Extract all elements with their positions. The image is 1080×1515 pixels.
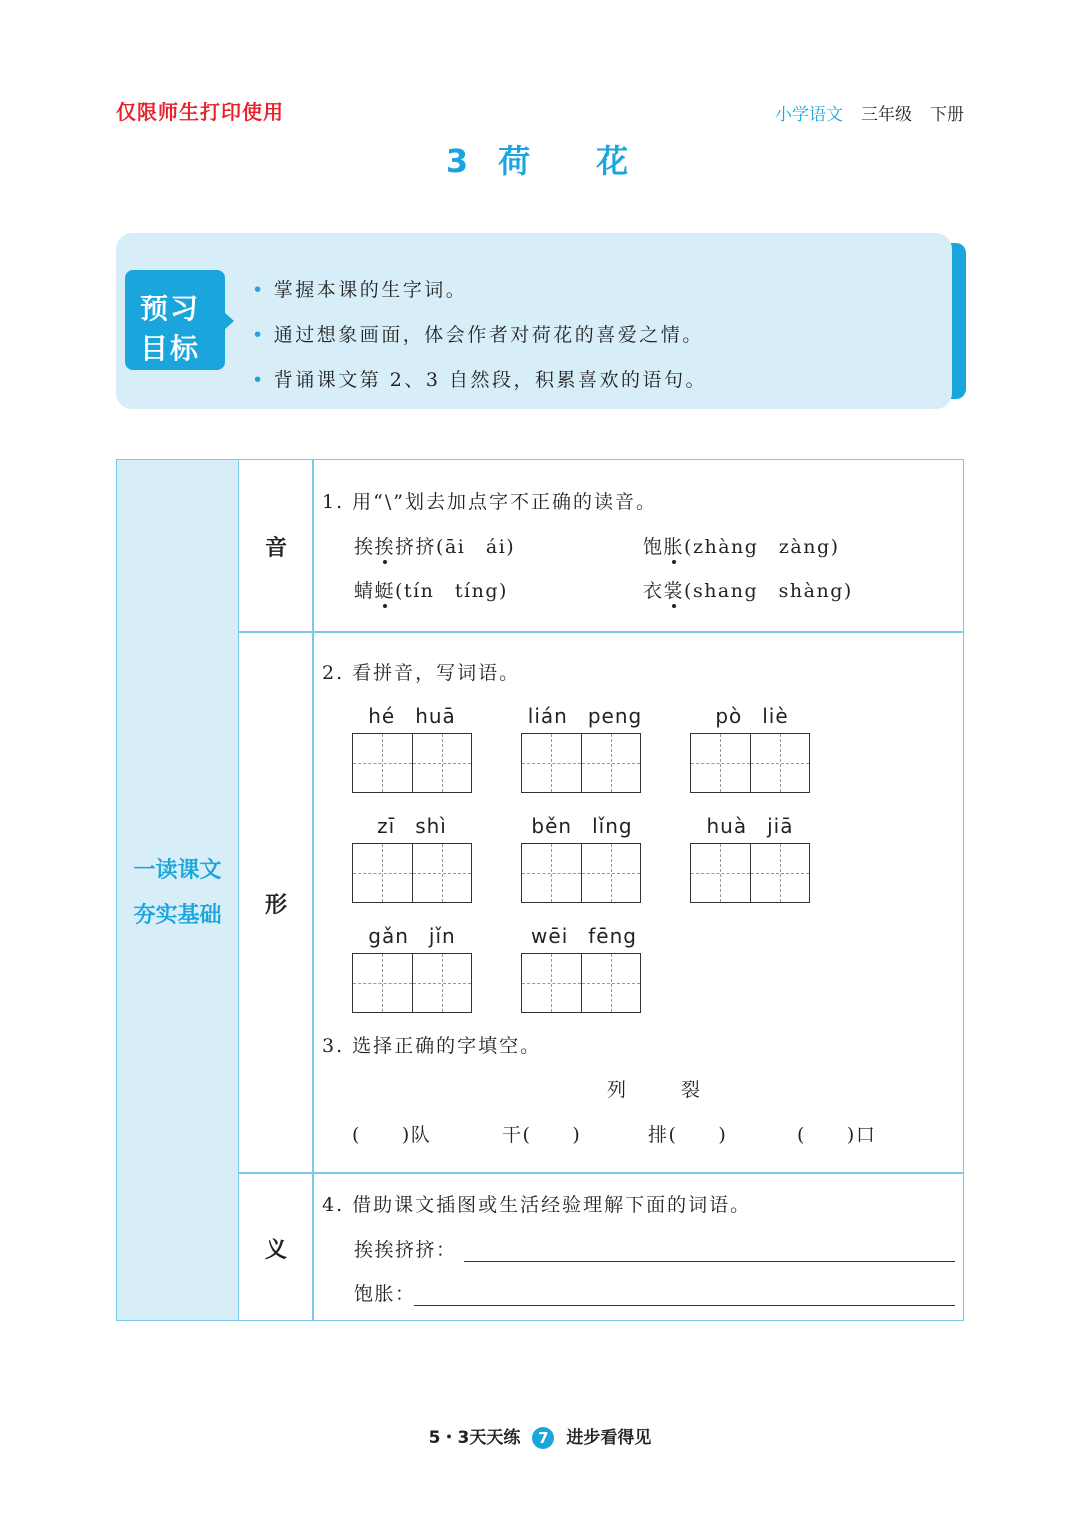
pinyin-syllable: shì xyxy=(415,814,447,838)
writing-grid[interactable] xyxy=(521,843,641,903)
q1-item xyxy=(643,532,840,559)
pinyin-syllable: huà xyxy=(706,814,748,838)
goal-item xyxy=(252,365,707,392)
q1-pinyin-options: (tín tíng) xyxy=(395,580,508,602)
q1-emph-char: 胀 xyxy=(663,536,685,558)
fill-blank-item[interactable]: 排( ) xyxy=(648,1124,728,1146)
term-label: 饱胀： xyxy=(354,1283,416,1305)
footer-slogan: 进步看得见 xyxy=(566,1428,652,1448)
goal-text: 通过想象画面，体会作者对荷花的喜爱之情。 xyxy=(273,324,704,346)
book-info xyxy=(775,100,964,125)
pinyin-syllable: liè xyxy=(762,704,789,728)
pinyin-label xyxy=(680,814,820,838)
question-4-prompt: 4. 借助课文插图或生活经验理解下面的词语。 xyxy=(322,1194,752,1216)
pinyin-syllable: jǐn xyxy=(428,924,456,948)
grade-label: 三年级 xyxy=(861,105,912,125)
q1-item xyxy=(354,532,515,559)
pinyin-syllable: lǐng xyxy=(592,814,633,838)
writing-grid[interactable] xyxy=(352,843,472,903)
pinyin-syllable: lián xyxy=(527,704,568,728)
q1-pinyin-options: (shang shàng) xyxy=(684,580,853,602)
pinyin-label xyxy=(512,814,652,838)
pinyin-syllable: fēng xyxy=(588,924,637,948)
pinyin-label xyxy=(342,814,482,838)
q1-char: 饱 xyxy=(643,536,664,558)
pinyin-syllable: peng xyxy=(587,704,643,728)
q1-pinyin-options: (āi ái) xyxy=(436,536,516,558)
row-label-sound: 音 xyxy=(264,536,287,561)
goals-badge-line1: 预习 xyxy=(140,292,201,325)
pinyin-syllable: huā xyxy=(415,704,456,728)
choice-char: 裂 xyxy=(681,1079,702,1101)
goal-item xyxy=(252,275,467,302)
choice-char: 列 xyxy=(607,1079,628,1101)
volume-label: 下册 xyxy=(930,105,964,125)
goals-badge xyxy=(125,270,225,370)
goal-text: 背诵课文第 2、3 自然段，积累喜欢的语句。 xyxy=(273,369,707,391)
page-title xyxy=(0,136,1080,182)
page-footer xyxy=(0,1423,1080,1449)
goal-text: 掌握本课的生字词。 xyxy=(273,279,468,301)
goal-item xyxy=(252,320,704,347)
writing-grid[interactable] xyxy=(690,733,810,793)
section-side-label-1: 一读课文 xyxy=(133,858,222,883)
pinyin-label xyxy=(342,704,482,728)
goals-badge-line2: 目标 xyxy=(140,332,201,365)
q1-char: 衣 xyxy=(643,580,664,602)
q1-char: 蜻 xyxy=(354,580,375,602)
term-label: 挨挨挤挤： xyxy=(354,1239,457,1261)
fill-blank-item[interactable]: ( )口 xyxy=(797,1124,877,1146)
pinyin-syllable: pò xyxy=(715,704,743,728)
fill-blank-item[interactable]: ( )队 xyxy=(352,1124,432,1146)
subject-label: 小学语文 xyxy=(775,105,843,125)
question-3-prompt: 3. 选择正确的字填空。 xyxy=(322,1035,542,1057)
pinyin-label xyxy=(515,704,655,728)
q1-item xyxy=(354,576,508,603)
row-label-meaning: 义 xyxy=(264,1238,287,1263)
q1-char: 挤挤 xyxy=(395,536,437,558)
pinyin-syllable: jiā xyxy=(767,814,794,838)
question-1-prompt: 1. 用“\”划去加点字不正确的读音。 xyxy=(322,491,657,513)
q1-emph-char: 挨 xyxy=(374,536,396,558)
watermark-label: 仅限师生打印使用 xyxy=(116,100,284,124)
lesson-title-char-1: 荷 xyxy=(498,142,537,180)
pinyin-syllable: hé xyxy=(368,704,396,728)
pinyin-syllable: wēi xyxy=(531,924,569,948)
q1-emph-char: 裳 xyxy=(663,580,685,602)
writing-grid[interactable] xyxy=(521,953,641,1013)
writing-grid[interactable] xyxy=(690,843,810,903)
section-side-column xyxy=(116,459,239,1321)
bullet-icon: • xyxy=(252,369,266,391)
row-divider xyxy=(239,631,964,633)
pinyin-label xyxy=(682,704,822,728)
row-label-form: 形 xyxy=(264,893,287,918)
writing-grid[interactable] xyxy=(352,733,472,793)
lesson-number: 3 xyxy=(445,142,475,180)
answer-line[interactable] xyxy=(414,1305,955,1306)
pinyin-label xyxy=(342,924,482,948)
page-number: 7 xyxy=(532,1427,554,1449)
answer-line[interactable] xyxy=(464,1261,955,1262)
pinyin-syllable: běn xyxy=(531,814,573,838)
writing-grid[interactable] xyxy=(521,733,641,793)
q1-emph-char: 蜓 xyxy=(374,580,396,602)
bullet-icon: • xyxy=(252,324,266,346)
q1-char: 挨 xyxy=(354,536,375,558)
q1-pinyin-options: (zhàng zàng) xyxy=(684,536,840,558)
q1-item xyxy=(643,576,853,603)
fill-blank-item[interactable]: 干( ) xyxy=(502,1124,582,1146)
lesson-title-char-2: 花 xyxy=(596,142,635,180)
row-divider xyxy=(239,1172,964,1174)
writing-grid[interactable] xyxy=(352,953,472,1013)
pinyin-syllable: gǎn xyxy=(368,924,409,948)
pinyin-syllable: zī xyxy=(377,814,396,838)
section-side-label-2: 夯实基础 xyxy=(133,903,222,928)
bullet-icon: • xyxy=(252,279,266,301)
question-2-prompt: 2. 看拼音，写词语。 xyxy=(322,662,521,684)
footer-brand: 5・3天天练 xyxy=(428,1428,521,1448)
pinyin-label xyxy=(514,924,654,948)
